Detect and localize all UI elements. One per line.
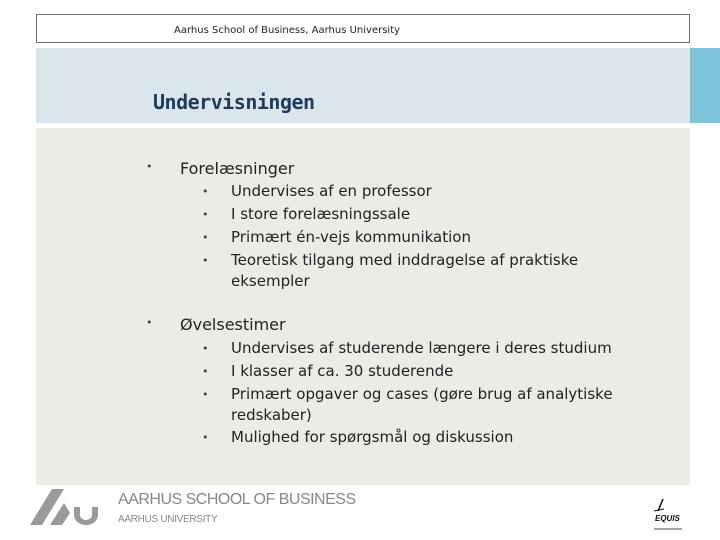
bullet-icon: • [202, 185, 209, 198]
bullet-icon: • [202, 208, 209, 221]
list-item-text: Undervises af en professor [231, 182, 432, 200]
list-item-text: I store forelæsningssale [231, 205, 411, 223]
list-item [202, 250, 631, 292]
bullet-icon: • [202, 231, 209, 244]
aarhus-logo-icon [30, 489, 104, 525]
list-item [202, 338, 671, 359]
bullet-icon: • [202, 342, 209, 355]
title-band [36, 48, 690, 123]
list-item-text: I klasser af ca. 30 studerende [231, 362, 454, 380]
list-item-text: Teoretisk tilgang med inddragelse af praktiske eksempler [231, 251, 579, 290]
bullet-icon: • [202, 431, 209, 444]
title-accent-bar [690, 48, 720, 123]
list-item [202, 427, 671, 448]
bullet-icon: • [146, 160, 153, 173]
list-item [202, 384, 651, 426]
list-item [202, 204, 671, 225]
footer-school-name: AARHUS SCHOOL OF BUSINESS [118, 491, 356, 508]
list-item [202, 227, 671, 248]
section-heading-text: Forelæsninger [180, 159, 295, 178]
list-item-text: Primært én-vejs kommunikation [231, 228, 471, 246]
list-item [202, 181, 671, 202]
section-heading-text: Øvelsestimer [180, 315, 286, 334]
list-item [202, 361, 671, 382]
bullet-icon: • [146, 316, 153, 329]
bullet-icon: • [202, 388, 209, 401]
list-item-text: Primært opgaver og cases (gøre brug af analytiske redskaber) [231, 385, 613, 424]
bullet-icon: • [202, 365, 209, 378]
slide-title: Undervisningen [153, 90, 315, 114]
content-area [36, 128, 690, 485]
bullet-icon: • [202, 254, 209, 267]
list-item-text: Mulighed for spørgsmål og diskussion [231, 428, 514, 446]
footer-university-name: AARHUS UNIVERSITY [118, 514, 218, 525]
section-heading-exercises [146, 315, 286, 334]
list-item-text: Undervises af studerende længere i deres studium [231, 339, 612, 357]
section-heading-lectures [146, 159, 295, 178]
header-institution: Aarhus School of Business, Aarhus University [174, 25, 401, 36]
equis-label: EQUIS [655, 514, 680, 523]
